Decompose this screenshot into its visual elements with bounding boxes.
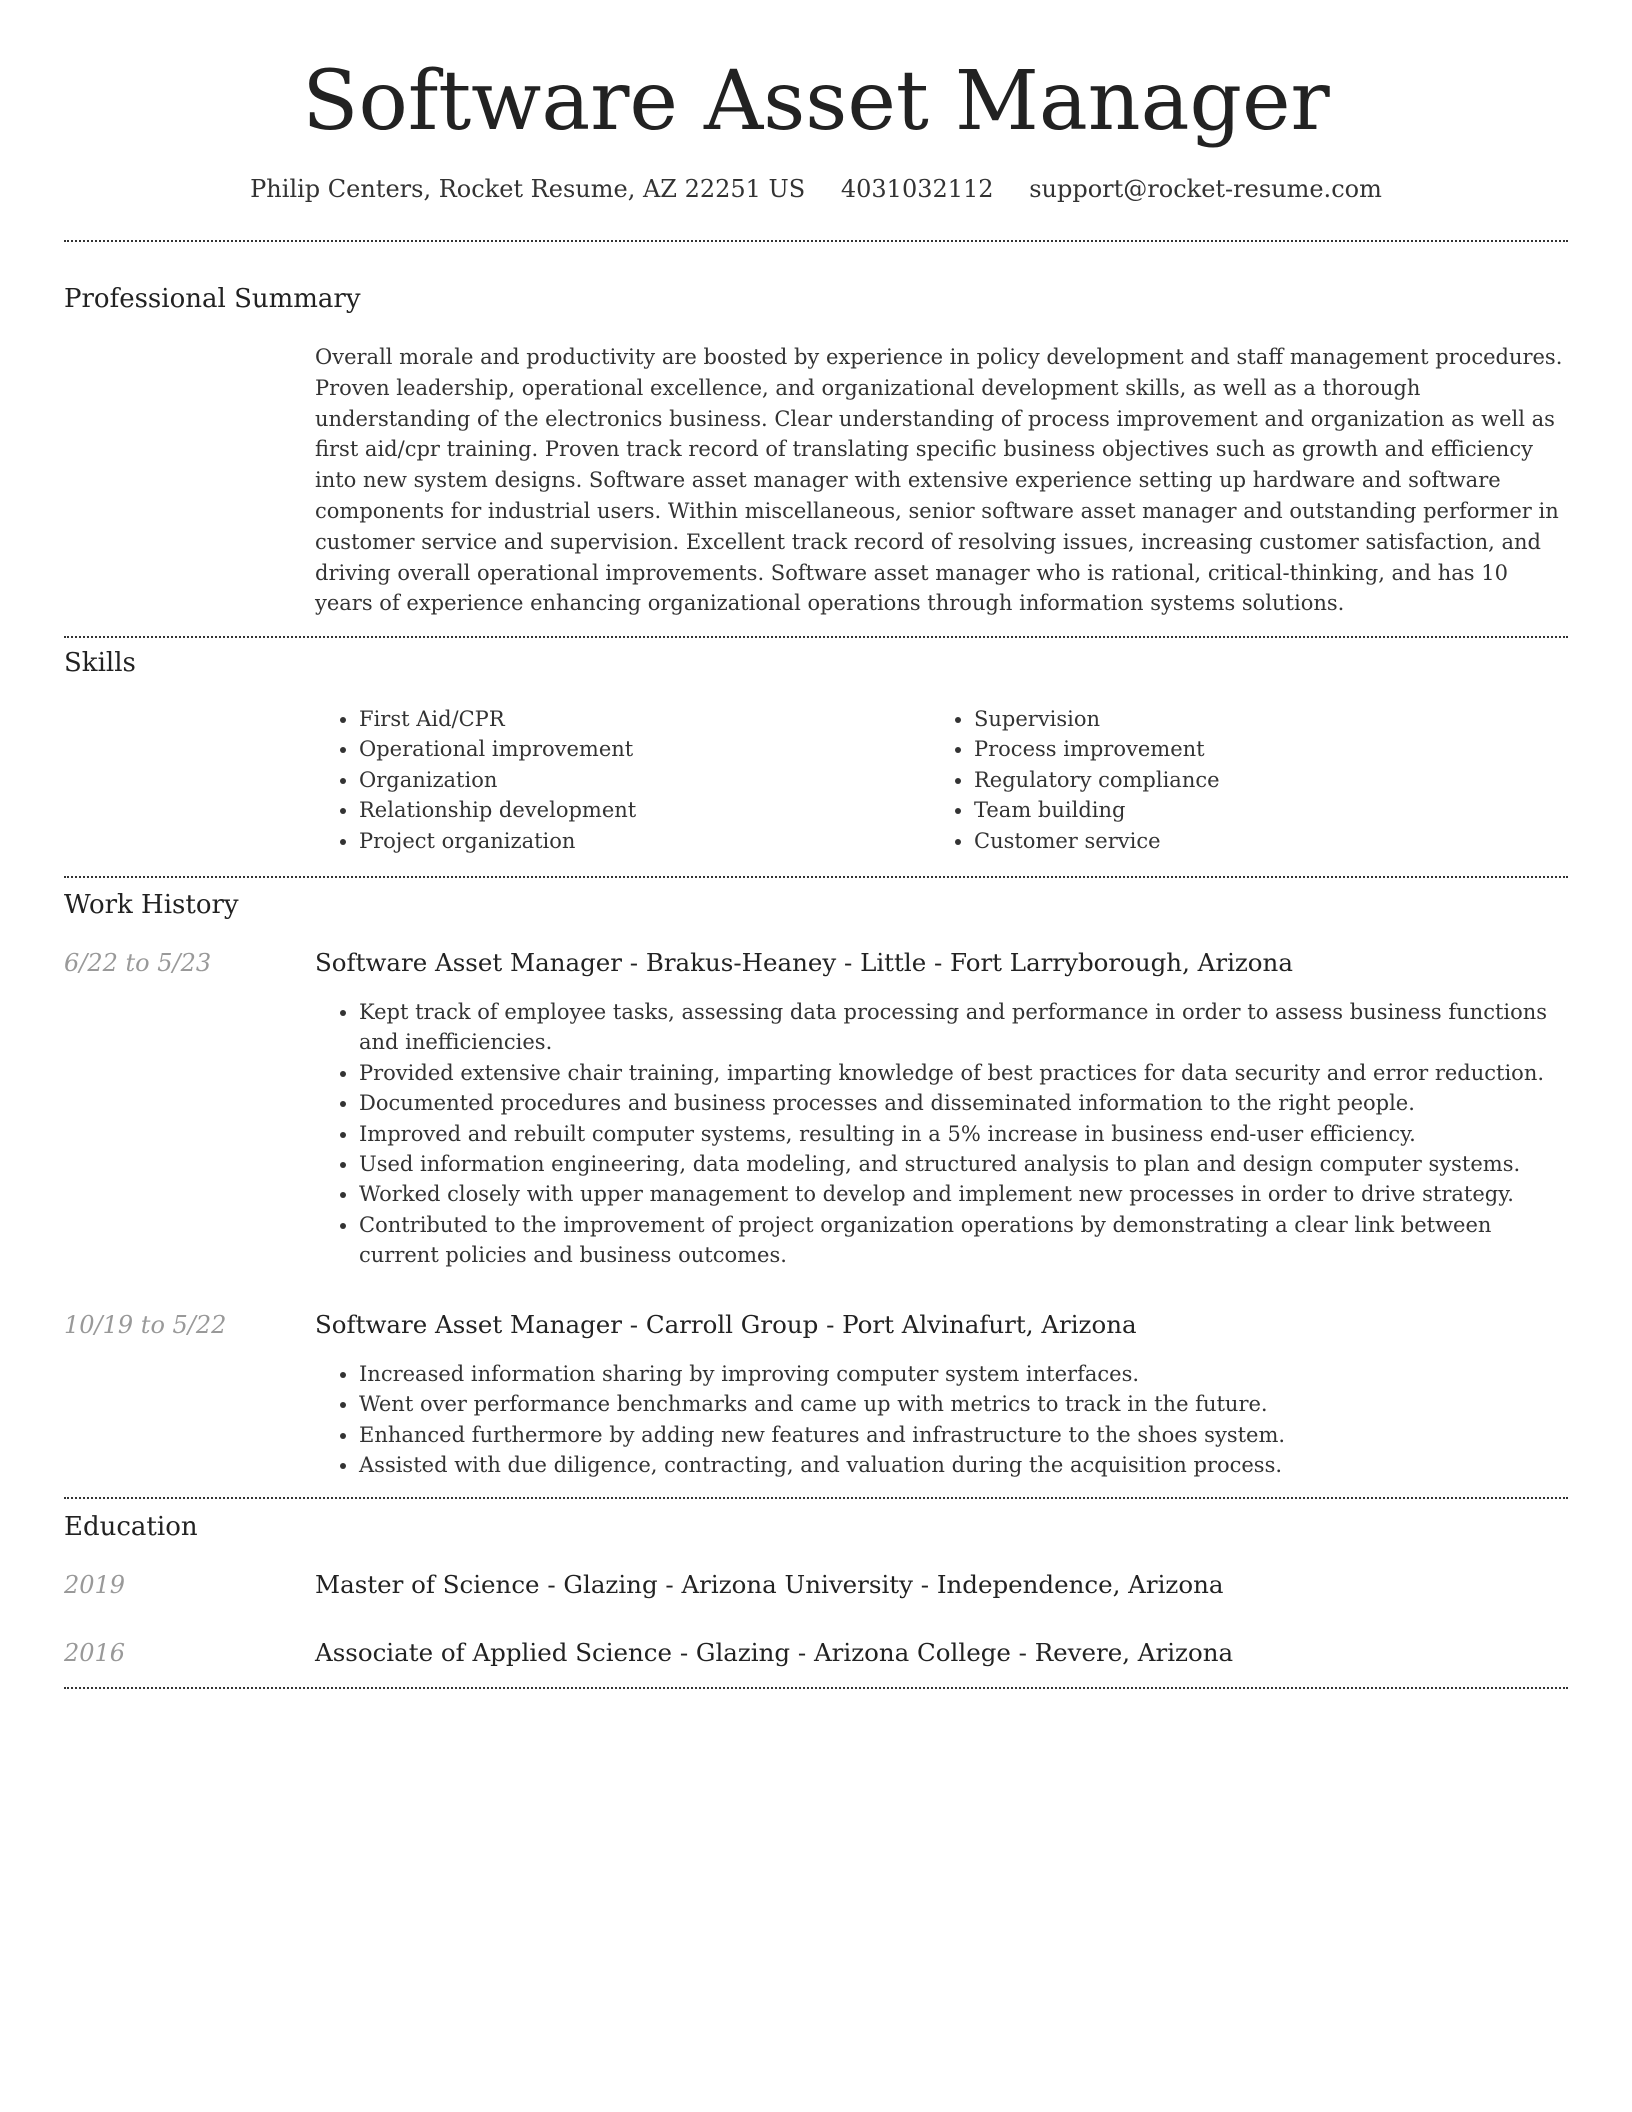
skills-list-left — [315, 704, 919, 856]
job-bullets — [315, 1359, 1568, 1481]
skill-item: • Supervision — [974, 704, 1574, 734]
job-bullet: • Assisted with due diligence, contracting, and valuation during the acquisition process. — [359, 1450, 1568, 1480]
summary-text: Overall morale and productivity are boosted by experience in policy development and staff management procedures. Proven leadership, operational excellence, and organizational development skills, as well as a thorough understanding of the electronics business. Clear understanding of process improvement and organization as well as first aid/cpr training. Proven track record of translating specific business objectives such as growth and efficiency into new system designs. Software asset manager with extensive experience setting up hardware and software components for industrial users. Within miscellaneous, senior software asset manager and outstanding performer in customer service and supervision. Excellent track record of resolving issues, increasing customer satisfaction, and driving overall operational improvements. Software asset manager who is rational, critical-thinking, and has 10 years of experience enhancing organizational operations through information systems solutions. — [315, 345, 1563, 616]
education-year: 2016 — [64, 1639, 126, 1667]
contact-email[interactable]: support@rocket-resume.com — [1029, 175, 1382, 203]
skill-item: • Operational improvement — [359, 734, 919, 764]
divider — [64, 1497, 1568, 1499]
education-degree: Master of Science - Glazing - Arizona University - Independence, Arizona — [315, 1570, 1224, 1599]
contact-line — [64, 172, 1568, 206]
job-bullet: • Increased information sharing by improving computer system interfaces. — [359, 1359, 1568, 1389]
skill-item: • Process improvement — [974, 734, 1574, 764]
job-bullet: • Documented procedures and business processes and disseminated information to the right people. — [359, 1088, 1568, 1118]
divider — [64, 240, 1568, 242]
job-bullet: • Used information engineering, data modeling, and structured analysis to plan and design computer systems. — [359, 1149, 1568, 1179]
job-bullet: • Went over performance benchmarks and came up with metrics to track in the future. — [359, 1389, 1568, 1419]
job-bullet: • Contributed to the improvement of project organization operations by demonstrating a clear link between current policies and business outcomes. — [359, 1210, 1568, 1271]
section-heading-skills: Skills — [64, 648, 136, 678]
job-dates: 10/19 to 5/22 — [64, 1311, 227, 1339]
skill-item: • Project organization — [359, 826, 919, 856]
skill-item: • Customer service — [974, 826, 1574, 856]
job-bullets — [315, 997, 1568, 1271]
education-degree: Associate of Applied Science - Glazing - Arizona College - Revere, Arizona — [315, 1638, 1234, 1667]
skill-item: • Relationship development — [359, 795, 919, 825]
job-bullet: • Worked closely with upper management to develop and implement new processes in order to drive strategy. — [359, 1179, 1568, 1209]
job-bullet: • Provided extensive chair training, imparting knowledge of best practices for data security and error reduction. — [359, 1058, 1568, 1088]
contact-phone: 4031032112 — [840, 175, 994, 203]
section-heading-education: Education — [64, 1512, 198, 1542]
job-bullet: • Kept track of employee tasks, assessing data processing and performance in order to assess business functions and inefficiencies. — [359, 997, 1568, 1058]
skill-item: • Organization — [359, 765, 919, 795]
job-bullet: • Enhanced furthermore by adding new features and infrastructure to the shoes system. — [359, 1420, 1568, 1450]
skill-item: • Team building — [974, 795, 1574, 825]
section-heading-summary: Professional Summary — [64, 284, 361, 314]
skills-list-right — [930, 704, 1574, 856]
job-dates: 6/22 to 5/23 — [64, 949, 212, 977]
job-title: Software Asset Manager - Brakus-Heaney - Little - Fort Larryborough, Arizona — [315, 948, 1293, 977]
education-year: 2019 — [64, 1571, 126, 1599]
resume-title: Software Asset Manager — [302, 54, 1330, 149]
skill-item: • Regulatory compliance — [974, 765, 1574, 795]
section-heading-work-history: Work History — [64, 890, 239, 920]
job-title: Software Asset Manager - Carroll Group - Port Alvinafurt, Arizona — [315, 1310, 1137, 1339]
divider — [64, 1687, 1568, 1689]
skill-item: • First Aid/CPR — [359, 704, 919, 734]
divider — [64, 636, 1568, 638]
job-bullet: • Improved and rebuilt computer systems, resulting in a 5% increase in business end-user efficiency. — [359, 1119, 1568, 1149]
divider — [64, 876, 1568, 878]
contact-address: Philip Centers, Rocket Resume, AZ 22251 US — [250, 175, 806, 203]
